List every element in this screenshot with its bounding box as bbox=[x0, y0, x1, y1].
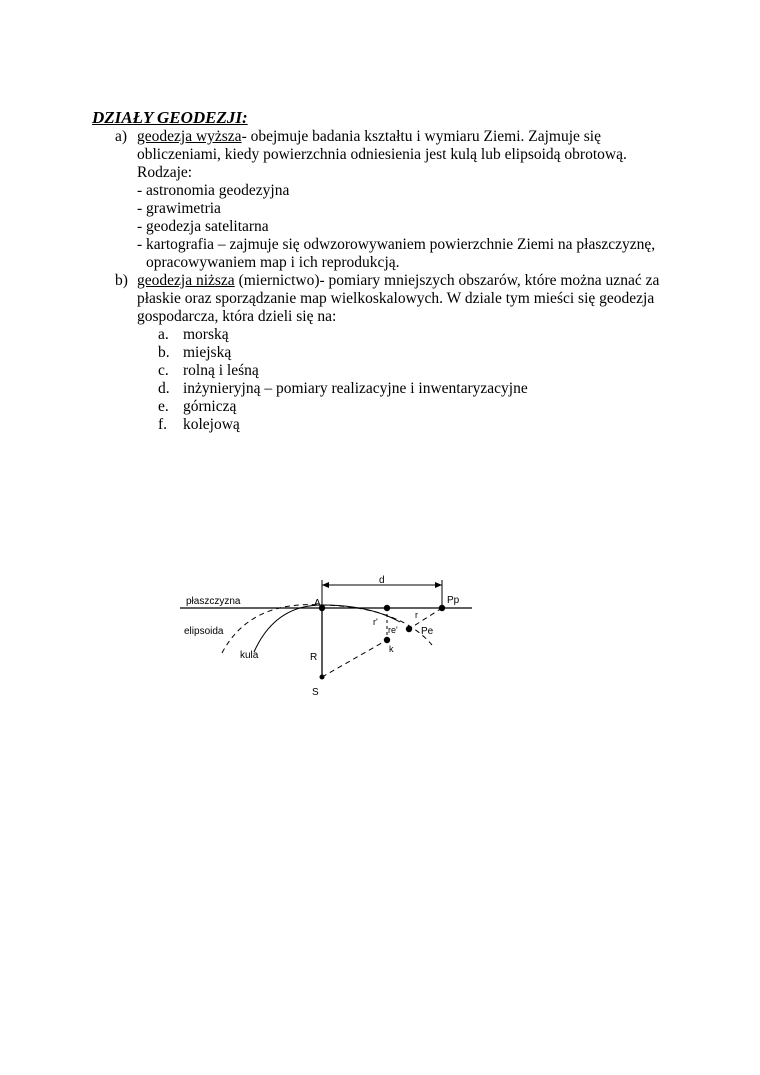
sublist-item: kolejową bbox=[183, 416, 240, 433]
point-Pp bbox=[439, 605, 445, 611]
list-item: - geodezja satelitarna bbox=[137, 218, 269, 235]
arrowhead-right bbox=[435, 582, 442, 588]
sublist-marker: d. bbox=[158, 380, 170, 397]
section-a-line2: obliczeniami, kiedy powierzchnia odniesienia jest kulą lub elipsoidą obrotową. bbox=[137, 146, 627, 163]
point-k bbox=[384, 637, 390, 643]
sublist-item: miejską bbox=[183, 344, 232, 361]
arrowhead-left bbox=[322, 582, 329, 588]
sublist-marker: e. bbox=[158, 398, 169, 415]
sublist-item: inżynieryjną – pomiary realizacyjne i inwentaryzacyjne bbox=[183, 380, 528, 397]
section-b-line2: płaskie oraz sporządzanie map wielkoskalowych. W dziale tym mieści się geodezja bbox=[137, 290, 655, 307]
list-item-continuation: opracowywaniem map i ich reprodukcją. bbox=[146, 254, 400, 271]
label-r-prime: r' bbox=[373, 617, 378, 627]
label-S: S bbox=[312, 687, 319, 698]
sublist-marker: c. bbox=[158, 362, 169, 379]
list-marker-b: b) bbox=[115, 272, 128, 289]
label-plaszczyzna: płaszczyzna bbox=[186, 596, 241, 607]
section-b-line1-rest: (miernictwo)- pomiary mniejszych obszarów, które można uznać za bbox=[234, 272, 660, 289]
label-A: A bbox=[314, 598, 321, 609]
list-item: - astronomia geodezyjna bbox=[137, 182, 290, 199]
point-S bbox=[320, 675, 325, 680]
label-k: k bbox=[389, 644, 394, 654]
label-elipsoida: elipsoida bbox=[184, 626, 224, 637]
section-a-line3: Rodzaje: bbox=[137, 164, 193, 181]
page-title: DZIAŁY GEODEZJI: bbox=[92, 108, 248, 127]
label-R: R bbox=[310, 652, 318, 663]
label-kula: kula bbox=[240, 650, 259, 661]
sublist-marker: a. bbox=[158, 326, 169, 343]
label-Pp: Pp bbox=[447, 595, 460, 606]
list-marker-a: a) bbox=[115, 128, 128, 145]
sublist-item: morską bbox=[183, 326, 229, 343]
list-item: - grawimetria bbox=[137, 200, 221, 217]
section-a-line1-rest: - obejmuje badania kształtu i wymiaru Ziemi. Zajmuje się bbox=[241, 128, 601, 145]
ellipsoid-curve bbox=[222, 605, 432, 653]
section-b-line3: gospodarcza, która dzieli się na: bbox=[137, 308, 337, 325]
label-d: d bbox=[379, 575, 385, 586]
point-top bbox=[384, 605, 390, 611]
label-Pe: Pe bbox=[421, 626, 434, 637]
line-S-k bbox=[322, 640, 387, 677]
point-Pe bbox=[406, 626, 412, 632]
sublist-marker: f. bbox=[158, 416, 168, 433]
sublist-item: górniczą bbox=[183, 398, 237, 415]
label-r: r bbox=[415, 610, 418, 620]
sublist-marker: b. bbox=[158, 344, 170, 361]
term-geodezja-wyzsza: geodezja wyższa bbox=[137, 128, 242, 145]
sublist-item: rolną i leśną bbox=[183, 362, 259, 379]
label-re-prime: re' bbox=[388, 625, 398, 635]
term-geodezja-nizsza: geodezja niższa bbox=[137, 272, 235, 289]
list-item: - kartografia – zajmuje się odwzorowywaniem powierzchnie Ziemi na płaszczyznę, bbox=[137, 236, 656, 253]
